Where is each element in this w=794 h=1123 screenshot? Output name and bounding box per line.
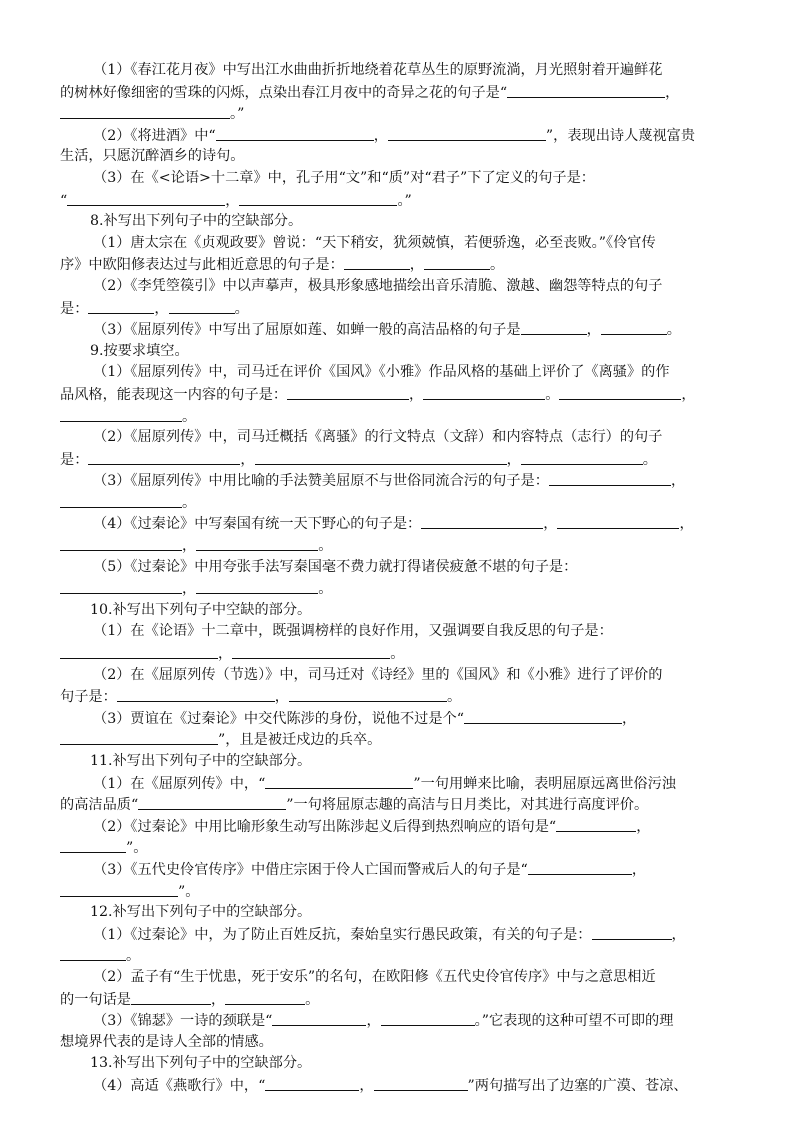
text-segment: 。 — [666, 322, 681, 339]
text-line — [60, 816, 736, 838]
text-line — [60, 945, 736, 967]
answer-blank[interactable] — [528, 859, 632, 875]
text-segment: （2）在《屈原列传（节选）》中，司马迁对《诗经》里的《国风》和《小雅》进行了评价的 — [93, 666, 663, 683]
text-segment: ”。 — [126, 840, 148, 857]
text-segment: （3）《五代史伶官传序》中借庄宗困于伶人亡国而警戒后人的句子是“ — [93, 861, 528, 878]
text-segment: 想境界代表的是诗人全部的情感。 — [60, 1033, 273, 1050]
text-segment: 。 — [545, 386, 560, 403]
text-line — [60, 254, 736, 276]
text-segment: 11.补写出下列句子中的空缺部分。 — [90, 753, 312, 769]
text-line — [60, 125, 736, 147]
answer-blank[interactable] — [424, 254, 490, 270]
text-segment: ， — [586, 322, 601, 339]
text-segment: ”两句描写出了边塞的广漠、苍凉、 — [467, 1077, 688, 1094]
text-segment: （1）《屈原列传》中，司马迁在评价《国风》《小雅》作品风格的基础上评价了《离骚》的作 — [93, 364, 670, 381]
text-segment: ”一句用蝉来比喻，表明屈原远离世俗污浊 — [413, 775, 676, 792]
text-segment: 的一句话是 — [60, 991, 131, 1008]
answer-blank[interactable] — [374, 1075, 468, 1091]
answer-blank[interactable] — [60, 406, 182, 422]
text-segment: 的树林好像细密的雪珠的闪烁，点染出春江月夜中的奇异之花的句子是“ — [60, 84, 508, 101]
text-line — [60, 578, 736, 600]
answer-blank[interactable] — [196, 535, 318, 551]
text-line — [60, 665, 736, 687]
text-line — [60, 1032, 736, 1054]
text-segment: 生活，只愿沉醉酒乡的诗句。 — [60, 148, 245, 165]
answer-blank[interactable] — [196, 578, 318, 594]
answer-blank[interactable] — [60, 729, 218, 745]
text-segment: ， — [665, 84, 680, 101]
text-segment: 。 — [182, 408, 197, 425]
text-segment: 。” — [397, 192, 412, 209]
answer-blank[interactable] — [549, 470, 671, 486]
answer-blank[interactable] — [60, 837, 126, 853]
text-line — [60, 751, 736, 773]
answer-blank[interactable] — [388, 125, 546, 141]
text-line — [60, 362, 736, 384]
text-line — [60, 773, 736, 795]
text-segment: （4）高适《燕歌行》中，“ — [93, 1077, 266, 1094]
text-segment: ”一句将屈原志趣的高洁与日月类比，对其进行高度评价。 — [286, 797, 649, 814]
text-line — [60, 729, 736, 751]
answer-blank[interactable] — [507, 82, 665, 98]
text-segment: （1）在《论语》十二章中，既强调榜样的良好作用，又强调要自我反思的句子是： — [93, 623, 613, 640]
answer-blank[interactable] — [239, 190, 397, 206]
answer-blank[interactable] — [138, 794, 286, 810]
text-segment: 品风格，能表现这一内容的句子是： — [60, 386, 288, 403]
text-segment: 。 — [234, 300, 249, 317]
text-line — [60, 470, 736, 492]
text-segment: 。 — [318, 538, 333, 555]
text-segment: （2）《屈原列传》中，司马迁概括《离骚》的行文特点（文辞）和内容特点（志行）的句子 — [93, 429, 663, 446]
text-line — [60, 211, 736, 233]
text-segment: ， — [671, 926, 686, 943]
text-segment: 的高洁品质“ — [60, 797, 139, 814]
text-line — [60, 924, 736, 946]
text-segment: ， — [274, 689, 289, 706]
answer-blank[interactable] — [265, 1075, 359, 1091]
text-segment: （1）《过秦论》中，为了防止百姓反抗，秦始皇实行愚民政策，有关的句子是： — [93, 926, 592, 943]
answer-blank[interactable] — [60, 492, 182, 508]
text-line — [60, 1075, 736, 1097]
text-segment: ， — [631, 861, 647, 878]
text-segment: 10.补写出下列句子中空缺的部分。 — [90, 601, 312, 618]
text-segment: （2）《过秦论》中用比喻形象生动写出陈涉起义后得到热烈响应的语句是“ — [93, 818, 557, 835]
answer-blank[interactable] — [88, 298, 154, 314]
answer-blank[interactable] — [556, 816, 636, 832]
answer-blank[interactable] — [232, 643, 390, 659]
text-segment: ， — [240, 451, 255, 468]
answer-blank[interactable] — [216, 125, 374, 141]
answer-blank[interactable] — [169, 298, 235, 314]
text-line — [60, 557, 736, 579]
text-segment: 是： — [60, 300, 89, 317]
answer-blank[interactable] — [225, 989, 305, 1005]
text-segment: 。 — [390, 646, 405, 663]
text-segment: ， — [366, 1013, 381, 1030]
text-line — [60, 967, 736, 989]
text-segment: （4）《过秦论》中写秦国有统一天下野心的句子是： — [93, 516, 422, 533]
answer-blank[interactable] — [421, 513, 543, 529]
text-line — [60, 902, 736, 924]
text-line — [60, 643, 736, 665]
answer-blank[interactable] — [601, 319, 667, 335]
text-segment: （3）贾谊在《过秦论》中交代陈涉的身份，说他不过是个“ — [93, 710, 464, 727]
text-segment: 。” — [230, 106, 245, 123]
text-line — [60, 427, 736, 449]
answer-blank[interactable] — [67, 190, 225, 206]
answer-blank[interactable] — [60, 643, 218, 659]
text-line — [60, 190, 736, 212]
text-line — [60, 621, 736, 643]
text-segment: ， — [681, 386, 696, 403]
text-line — [60, 82, 736, 104]
text-segment: ， — [182, 581, 197, 598]
text-line — [60, 513, 736, 535]
text-line — [60, 686, 736, 708]
text-segment: ， — [679, 516, 694, 533]
text-line — [60, 708, 736, 730]
answer-blank[interactable] — [88, 449, 240, 465]
text-line — [60, 146, 736, 168]
text-line — [60, 881, 736, 903]
text-segment: ， — [225, 192, 240, 209]
answer-blank[interactable] — [60, 103, 230, 119]
text-segment: ”，表现出诗人蔑视富贵 — [545, 127, 696, 144]
text-line — [60, 319, 736, 341]
text-line — [60, 276, 736, 298]
text-segment: ， — [154, 300, 169, 317]
text-segment: （5）《过秦论》中用夸张手法写秦国毫不费力就打得诸侯疲惫不堪的句子是： — [93, 558, 578, 575]
text-segment: （2）孟子有“生于忧患，死于安乐”的名句，在欧阳修《五代史伶官传序》中与之意思相近 — [93, 968, 656, 985]
answer-blank[interactable] — [272, 1010, 366, 1026]
answer-blank[interactable] — [60, 535, 182, 551]
text-segment: 。 — [318, 581, 333, 598]
text-segment: 句子是： — [60, 689, 117, 706]
text-line — [60, 341, 736, 363]
text-line — [60, 406, 736, 428]
text-segment: ， — [543, 516, 558, 533]
text-line — [60, 837, 736, 859]
text-line — [60, 794, 736, 816]
text-segment: 是： — [60, 451, 89, 468]
text-segment: ， — [621, 710, 637, 727]
text-line — [60, 449, 736, 471]
answer-blank[interactable] — [381, 1010, 475, 1026]
text-segment: 。 — [182, 494, 197, 511]
answer-blank[interactable] — [60, 881, 178, 897]
text-line — [60, 1053, 736, 1075]
text-line — [60, 168, 736, 190]
text-segment: ， — [182, 538, 197, 555]
answer-blank[interactable] — [265, 773, 413, 789]
text-segment: （1）唐太宗在《贞观政要》曾说：“天下稍安，犹须兢慎，若便骄逸，必至丧败。”《伶官传 — [93, 234, 656, 251]
text-segment: 。”它表现的这种可望不可即的理 — [474, 1013, 674, 1030]
text-segment: 。 — [126, 948, 141, 965]
text-segment: 。 — [305, 991, 320, 1008]
answer-blank[interactable] — [557, 513, 679, 529]
text-segment: “ — [60, 192, 68, 209]
text-segment: ， — [670, 473, 686, 490]
text-segment: 。 — [489, 257, 505, 274]
answer-blank[interactable] — [287, 384, 409, 400]
answer-blank[interactable] — [521, 319, 587, 335]
text-segment: ”，且是被迁戍边的兵卒。 — [218, 732, 382, 749]
answer-blank[interactable] — [423, 384, 545, 400]
text-segment: （3）《屈原列传》中写出了屈原如莲、如蝉一般的高洁品格的句子是 — [93, 322, 521, 339]
answer-blank[interactable] — [60, 578, 182, 594]
text-segment: ”。 — [178, 883, 200, 900]
text-segment: ， — [210, 991, 226, 1008]
answer-blank[interactable] — [117, 686, 275, 702]
text-segment: ， — [409, 257, 424, 274]
text-line — [60, 384, 736, 406]
text-line — [60, 233, 736, 255]
answer-blank[interactable] — [255, 449, 507, 465]
text-line — [60, 298, 736, 320]
text-segment: （3）在《<论语>十二章》中，孔子用“文”和“质”对“君子”下了定义的句子是： — [93, 169, 595, 186]
answer-blank[interactable] — [464, 708, 622, 724]
text-segment: ， — [636, 818, 651, 835]
text-segment: （2）《李凭箜篌引》中以声摹声，极具形象感地描绘出音乐清脆、激越、幽怨等特点的句子 — [93, 277, 663, 294]
text-line — [60, 989, 736, 1011]
text-segment: 9.按要求填空。 — [90, 342, 189, 359]
text-line — [60, 600, 736, 622]
text-segment: 12.补写出下列句子中的空缺部分。 — [90, 904, 312, 921]
text-line — [60, 535, 736, 557]
text-segment: （1）在《屈原列传》中，“ — [93, 775, 266, 792]
answer-blank[interactable] — [289, 686, 447, 702]
text-segment: 。 — [446, 689, 462, 706]
text-line — [60, 103, 736, 125]
answer-blank[interactable] — [592, 924, 672, 940]
text-line — [60, 60, 736, 82]
text-segment: ， — [373, 127, 388, 144]
answer-blank[interactable] — [131, 989, 211, 1005]
text-segment: ， — [359, 1077, 374, 1094]
text-segment: 。 — [642, 451, 657, 468]
text-segment: （1）《春江花月夜》中写出江水曲曲折折地绕着花草丛生的原野流淌，月光照射着开遍鲜花 — [93, 62, 663, 78]
text-line — [60, 1010, 736, 1032]
text-segment: ， — [218, 646, 233, 663]
text-line — [60, 859, 736, 881]
text-segment: ， — [409, 386, 424, 403]
answer-blank[interactable] — [521, 449, 643, 465]
text-segment: 序》中欧阳修表达过与此相近意思的句子是： — [60, 257, 344, 274]
text-segment: （3）《屈原列传》中用比喻的手法赞美屈原不与世俗同流合污的句子是： — [93, 473, 549, 490]
text-segment: （3）《锦瑟》一诗的颈联是“ — [93, 1013, 273, 1030]
text-segment: ， — [506, 451, 521, 468]
text-segment: 13.补写出下列句子中的空缺部分。 — [90, 1055, 312, 1072]
answer-blank[interactable] — [60, 945, 126, 961]
text-line — [60, 492, 736, 514]
answer-blank[interactable] — [344, 254, 410, 270]
text-segment: （2）《将进酒》中“ — [93, 127, 216, 144]
answer-blank[interactable] — [559, 384, 681, 400]
text-segment: 8.补写出下列句子中的空缺部分。 — [90, 213, 303, 230]
